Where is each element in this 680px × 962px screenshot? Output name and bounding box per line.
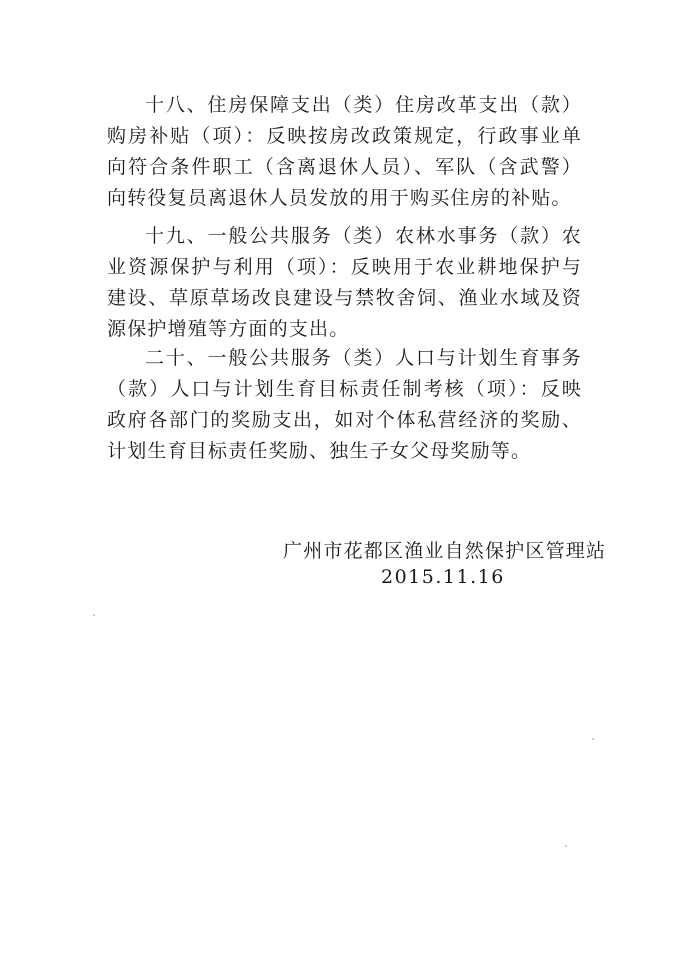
- section-19: [107, 221, 582, 345]
- scan-speck: [592, 738, 594, 740]
- signature-organization: 广州市花都区渔业自然保护区管理站: [283, 540, 607, 562]
- section-19-body: 反映用于农业耕地保护与建设、草原草场改良建设与禁牧舍饲、渔业水域及资源保护增殖等方面的支出。: [107, 256, 583, 340]
- section-20-heading: 二十、一般公共服务（类）人口与计划生育事务（款）人口与计划生育目标责任制考核（项）：: [107, 347, 582, 400]
- section-18: [107, 90, 582, 214]
- section-18-heading: 十八、住房保障支出（类）住房改革支出（款）购房补贴（项）：: [107, 94, 582, 147]
- scan-speck: [565, 845, 567, 847]
- section-18-body: 反映按房改政策规定，行政事业单向符合条件职工（含离退休人员）、军队（含武警）向转役复员离退休人员发放的用于购买住房的补贴。: [107, 125, 582, 209]
- section-20: [107, 343, 582, 467]
- section-20-body: 反映政府各部门的奖励支出，如对个体私营经济的奖励、计划生育目标责任奖励、独生子女父母奖励等。: [107, 378, 583, 462]
- scan-speck: [93, 614, 95, 616]
- section-19-heading: 十九、一般公共服务（类）农林水事务（款）农业资源保护与利用（项）：: [107, 225, 582, 278]
- signature-date: 2015.11.16: [381, 566, 505, 588]
